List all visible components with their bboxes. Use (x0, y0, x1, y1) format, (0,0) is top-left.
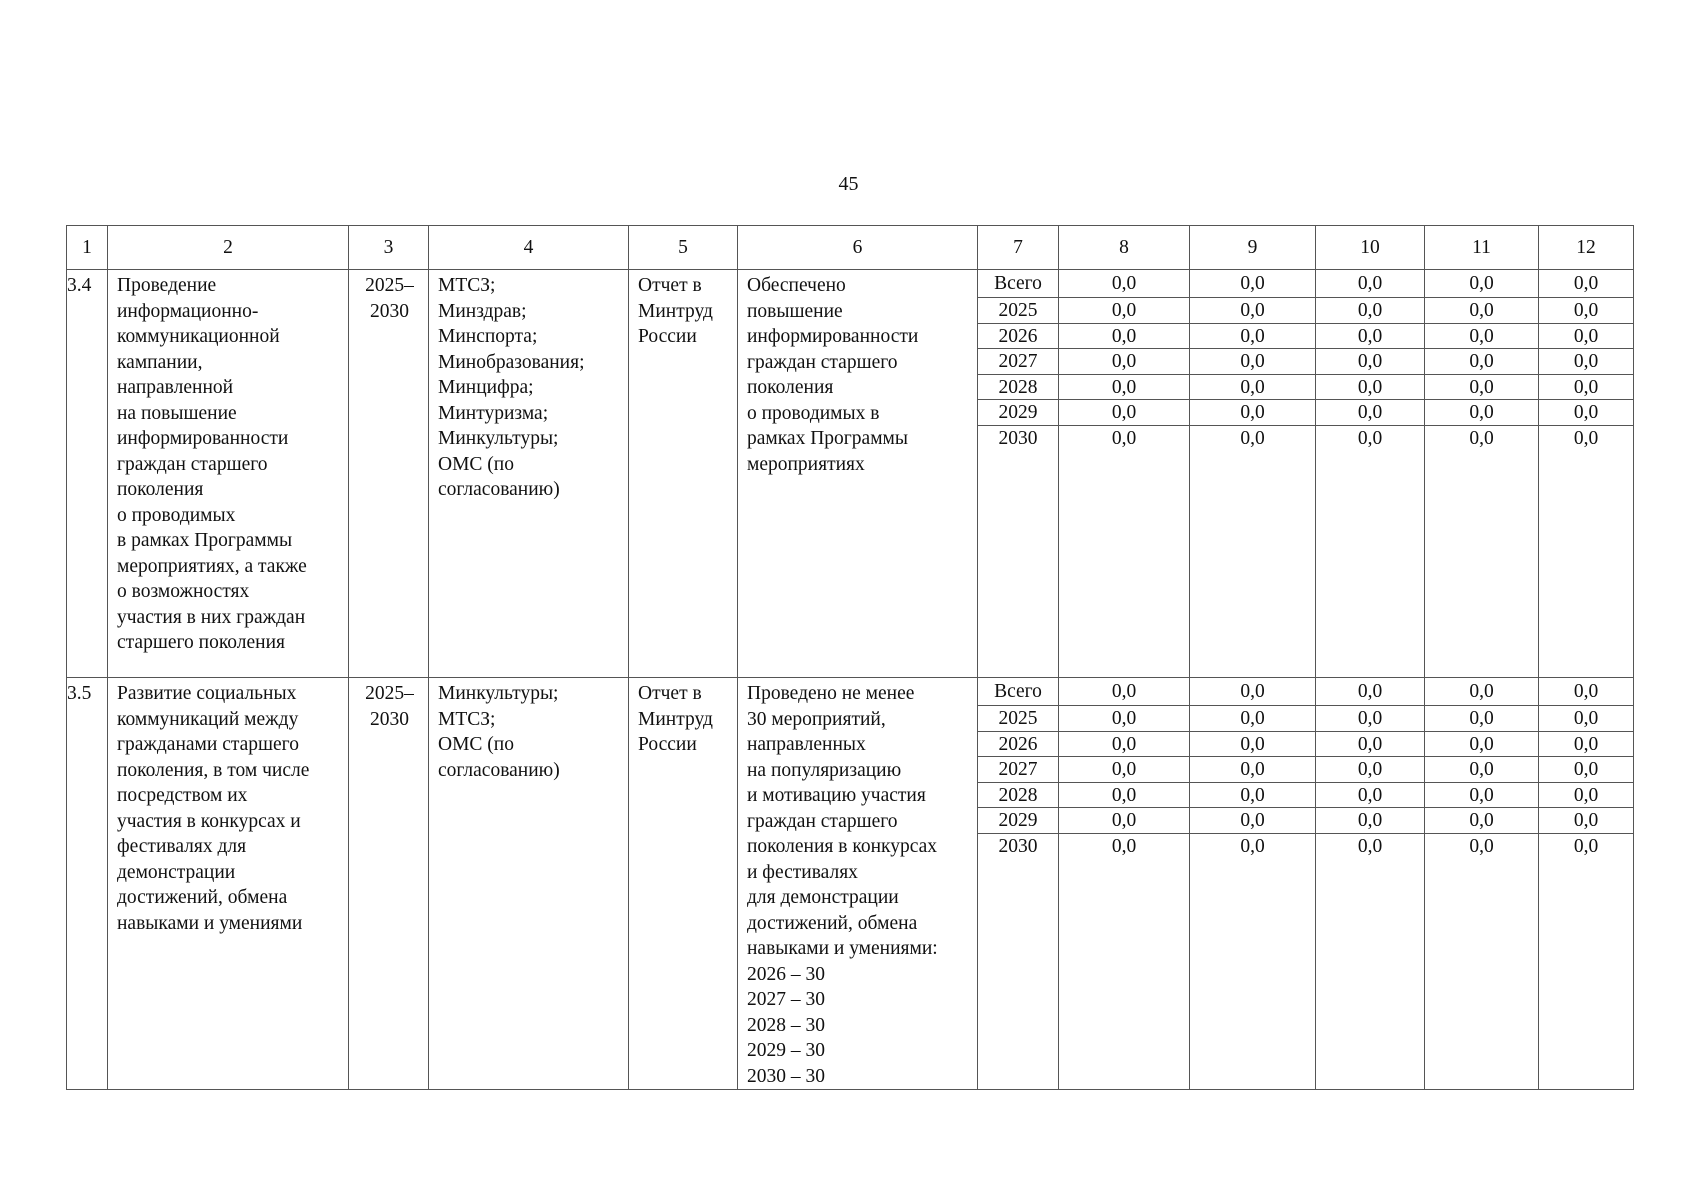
subrow-value: 0,0 (1190, 400, 1315, 426)
text-line: навыками и умениями (117, 912, 303, 934)
text-line: для демонстрации (747, 887, 899, 908)
subrow-value: 0,0 (1059, 706, 1189, 732)
subrow-value: 0,0 (1357, 835, 1383, 857)
subrow-value: 0,0 (1059, 324, 1189, 350)
text-line: старшего поколения (117, 632, 286, 653)
text-line: участия в них граждан (117, 606, 306, 628)
responsible-executors (429, 270, 629, 678)
subrow-value: 0,0 (1316, 757, 1424, 783)
subrow-value: 0,0 (1190, 706, 1315, 732)
subrow-value: 0,0 (1190, 324, 1315, 350)
text-line: Проведено не менее (747, 683, 915, 704)
years-column (978, 678, 1059, 1090)
text-line: о проводимых (117, 504, 236, 526)
text-line: информированности (747, 326, 919, 347)
subrow-value: 0,0 (1469, 427, 1494, 449)
text-line: 2030 (370, 708, 409, 730)
subrow-value: 0,0 (1316, 375, 1424, 401)
text-line: информационно- (117, 300, 259, 322)
funding-column-11 (1425, 678, 1539, 1090)
text-line: на популяризацию (747, 759, 902, 781)
text-line: Минспорта; (438, 326, 538, 347)
responsible-executors (429, 678, 629, 1090)
activity-description (108, 678, 349, 1090)
text-line: 2030 – 30 (747, 1065, 825, 1087)
text-line: Обеспечено (747, 275, 846, 296)
subrow-stack (1316, 270, 1424, 451)
subrow-value: 2026 (978, 732, 1058, 758)
subrow-value: 2027 (978, 757, 1058, 783)
text-line: коммуникационной (117, 326, 280, 347)
text-line: и мотивацию участия (747, 785, 926, 806)
subrow-value: 0,0 (1059, 400, 1189, 426)
text-line: Минтуризма; (438, 402, 549, 424)
text-line: МТСЗ; (438, 275, 496, 296)
text-line: рамках Программы (747, 428, 908, 449)
subrow-value: 0,0 (1539, 400, 1633, 426)
subrow-value: 0,0 (1316, 349, 1424, 375)
column-header: 1 (67, 226, 108, 270)
subrow-value: 0,0 (1425, 757, 1538, 783)
subrow-value: 0,0 (1425, 270, 1538, 298)
subrow-value: 0,0 (1425, 706, 1538, 732)
subrow-value: 0,0 (1539, 783, 1633, 809)
subrow-value: 0,0 (1316, 808, 1424, 834)
subrow-value: 0,0 (1425, 375, 1538, 401)
text-line: Проведение (117, 275, 217, 296)
subrow-value: 0,0 (1316, 298, 1424, 324)
table-row (67, 678, 1634, 1090)
text-line: посредством их (117, 785, 248, 806)
text-line: МТСЗ; (438, 708, 496, 730)
text-line: Минтруд (638, 708, 713, 730)
text-line: кампании, (117, 351, 203, 373)
subrow-value: 2029 (978, 808, 1058, 834)
text-line: информированности (117, 428, 289, 449)
subrow-value: 0,0 (1425, 298, 1538, 324)
subrow-value: Всего (978, 678, 1058, 706)
subrow-value: 0,0 (1190, 349, 1315, 375)
text-line: Минкультуры; (438, 428, 559, 449)
page-number: 45 (838, 173, 859, 195)
text-line: мероприятиях, а также (117, 555, 307, 577)
program-activities-table (66, 225, 1634, 1090)
column-header: 12 (1539, 226, 1634, 270)
subrow-value: 0,0 (1539, 324, 1633, 350)
subrow-stack (978, 678, 1058, 859)
text-line: коммуникаций между (117, 708, 299, 730)
text-line: и фестивалях (747, 861, 858, 883)
row-number-text: 3.4 (67, 275, 92, 296)
text-line: мероприятиях (747, 453, 865, 475)
subrow-value: 0,0 (1539, 298, 1633, 324)
reporting-form (629, 678, 738, 1090)
subrow-value: 2026 (978, 324, 1058, 350)
text-line: России (638, 326, 697, 347)
column-header: 4 (429, 226, 629, 270)
subrow-value: 0,0 (1539, 706, 1633, 732)
text-line: 30 мероприятий, (747, 708, 886, 730)
funding-column-12 (1539, 678, 1634, 1090)
text-line: поколения (747, 377, 834, 398)
text-line: в рамках Программы (117, 530, 293, 551)
text-line: граждан старшего (747, 351, 898, 373)
text-line: Минтруд (638, 300, 713, 322)
subrow-value: 0,0 (1425, 808, 1538, 834)
subrow-value: 0,0 (1190, 808, 1315, 834)
text-line: участия в конкурсах и (117, 810, 301, 832)
implementation-period (349, 678, 429, 1090)
subrow-value: 0,0 (1316, 324, 1424, 350)
subrow-value: 0,0 (1059, 732, 1189, 758)
row-number-text: 3.5 (67, 683, 92, 704)
funding-column-11 (1425, 270, 1539, 678)
text-line: 2025– (365, 275, 414, 296)
subrow-value: 0,0 (1573, 835, 1599, 857)
subrow-stack (1190, 270, 1315, 451)
row-number (67, 270, 108, 678)
subrow-value: 0,0 (1316, 732, 1424, 758)
column-header: 2 (108, 226, 349, 270)
subrow-stack (1059, 270, 1189, 451)
years-column (978, 270, 1059, 678)
text-line: на повышение (117, 402, 237, 424)
text-line: Отчет в (638, 275, 702, 296)
reporting-form (629, 270, 738, 678)
text-line: навыками и умениями: (747, 938, 938, 959)
column-header: 5 (629, 226, 738, 270)
funding-column-10 (1316, 270, 1425, 678)
text-line: поколения в конкурсах (747, 836, 938, 857)
subrow-stack (1539, 270, 1633, 451)
subrow-value: 2028 (978, 375, 1058, 401)
subrow-value: 0,0 (1190, 732, 1315, 758)
subrow-stack (1316, 678, 1424, 859)
subrow-value: 0,0 (1316, 400, 1424, 426)
text-line: Развитие социальных (117, 683, 297, 704)
subrow-value: 0,0 (1059, 783, 1189, 809)
subrow-value: 0,0 (1190, 298, 1315, 324)
subrow-value: 0,0 (1357, 427, 1383, 449)
subrow-value: 0,0 (1316, 706, 1424, 732)
text-line: 2030 (370, 300, 409, 322)
subrow-value: 2025 (978, 298, 1058, 324)
subrow-value: 0,0 (1539, 678, 1633, 706)
subrow-stack (1190, 678, 1315, 859)
column-header: 9 (1190, 226, 1316, 270)
text-line: достижений, обмена (117, 887, 288, 908)
text-line: поколения, в том числе (117, 759, 310, 781)
text-line: граждан старшего (117, 453, 268, 475)
subrow-value: 0,0 (1539, 757, 1633, 783)
subrow-value: 0,0 (1316, 783, 1424, 809)
text-line: Отчет в (638, 683, 702, 704)
subrow-value: 2029 (978, 400, 1058, 426)
subrow-value: 0,0 (1539, 270, 1633, 298)
subrow-value: 0,0 (1539, 808, 1633, 834)
expected-result (738, 270, 978, 678)
subrow-value: 0,0 (1469, 835, 1494, 857)
subrow-value: 0,0 (1425, 400, 1538, 426)
subrow-value: 0,0 (1059, 808, 1189, 834)
subrow-value: 0,0 (1190, 375, 1315, 401)
text-line: 2026 – 30 (747, 963, 825, 985)
subrow-value: 0,0 (1425, 732, 1538, 758)
column-header: 7 (978, 226, 1059, 270)
subrow-value: 2027 (978, 349, 1058, 375)
subrow-value: 0,0 (1059, 349, 1189, 375)
subrow-value: 0,0 (1240, 427, 1265, 449)
text-line: Минкультуры; (438, 683, 559, 704)
subrow-value: Всего (978, 270, 1058, 298)
subrow-value: 0,0 (1240, 835, 1265, 857)
funding-column-9 (1190, 270, 1316, 678)
subrow-value: 0,0 (1059, 757, 1189, 783)
subrow-stack (1539, 678, 1633, 859)
subrow-value: 0,0 (1425, 324, 1538, 350)
subrow-value: 2025 (978, 706, 1058, 732)
row-number (67, 678, 108, 1090)
text-line: 2027 – 30 (747, 989, 825, 1010)
subrow-value: 0,0 (1059, 375, 1189, 401)
text-line: поколения (117, 479, 204, 500)
funding-column-12 (1539, 270, 1634, 678)
subrow-value: 0,0 (1573, 427, 1599, 449)
text-line: направленной (117, 377, 234, 398)
table-row (67, 270, 1634, 678)
text-line: России (638, 734, 697, 755)
text-line: достижений, обмена (747, 912, 918, 934)
column-header: 10 (1316, 226, 1425, 270)
subrow-value: 0,0 (1425, 678, 1538, 706)
text-line: направленных (747, 734, 866, 755)
subrow-value: 0,0 (1190, 783, 1315, 809)
funding-column-8 (1059, 678, 1190, 1090)
text-line: повышение (747, 300, 843, 322)
implementation-period (349, 270, 429, 678)
expected-result (738, 678, 978, 1090)
subrow-stack (1425, 678, 1538, 859)
subrow-value: 0,0 (1111, 427, 1137, 449)
subrow-value: 0,0 (1316, 270, 1424, 298)
subrow-value: 0,0 (1059, 298, 1189, 324)
subrow-value: 0,0 (1111, 835, 1137, 857)
subrow-value: 0,0 (1190, 270, 1315, 298)
text-line: согласованию) (438, 479, 560, 500)
text-line: Минобразования; (438, 351, 585, 373)
funding-column-8 (1059, 270, 1190, 678)
activity-description (108, 270, 349, 678)
subrow-value: 0,0 (1059, 270, 1189, 298)
text-line: о проводимых в (747, 402, 880, 424)
text-line: 2029 – 30 (747, 1040, 825, 1061)
subrow-value: 0,0 (1539, 375, 1633, 401)
subrow-value: 0,0 (1059, 678, 1189, 706)
subrow-value: 2030 (998, 835, 1038, 857)
column-header: 6 (738, 226, 978, 270)
text-line: 2028 – 30 (747, 1014, 825, 1036)
text-line: ОМС (по (438, 734, 514, 755)
text-line: фестивалях для (117, 836, 247, 857)
subrow-value: 0,0 (1425, 349, 1538, 375)
column-header: 11 (1425, 226, 1539, 270)
text-line: Минздрав; (438, 300, 527, 322)
text-line: гражданами старшего (117, 734, 299, 755)
subrow-stack (1425, 270, 1538, 451)
subrow-value: 0,0 (1316, 678, 1424, 706)
text-line: демонстрации (117, 861, 236, 883)
subrow-value: 2028 (978, 783, 1058, 809)
text-line: ОМС (по (438, 453, 514, 475)
text-line: Минцифра; (438, 377, 534, 398)
text-line: о возможностях (117, 581, 250, 602)
subrow-stack (978, 270, 1058, 451)
subrow-value: 0,0 (1190, 678, 1315, 706)
subrow-value: 0,0 (1190, 757, 1315, 783)
text-line: 2025– (365, 683, 414, 704)
text-line: граждан старшего (747, 810, 898, 832)
subrow-stack (1059, 678, 1189, 859)
subrow-value: 0,0 (1425, 783, 1538, 809)
subrow-value: 2030 (998, 427, 1038, 449)
column-header: 8 (1059, 226, 1190, 270)
column-number-header-row (67, 226, 1634, 270)
funding-column-10 (1316, 678, 1425, 1090)
text-line: согласованию) (438, 759, 560, 781)
subrow-value: 0,0 (1539, 732, 1633, 758)
subrow-value: 0,0 (1539, 349, 1633, 375)
column-header: 3 (349, 226, 429, 270)
funding-column-9 (1190, 678, 1316, 1090)
